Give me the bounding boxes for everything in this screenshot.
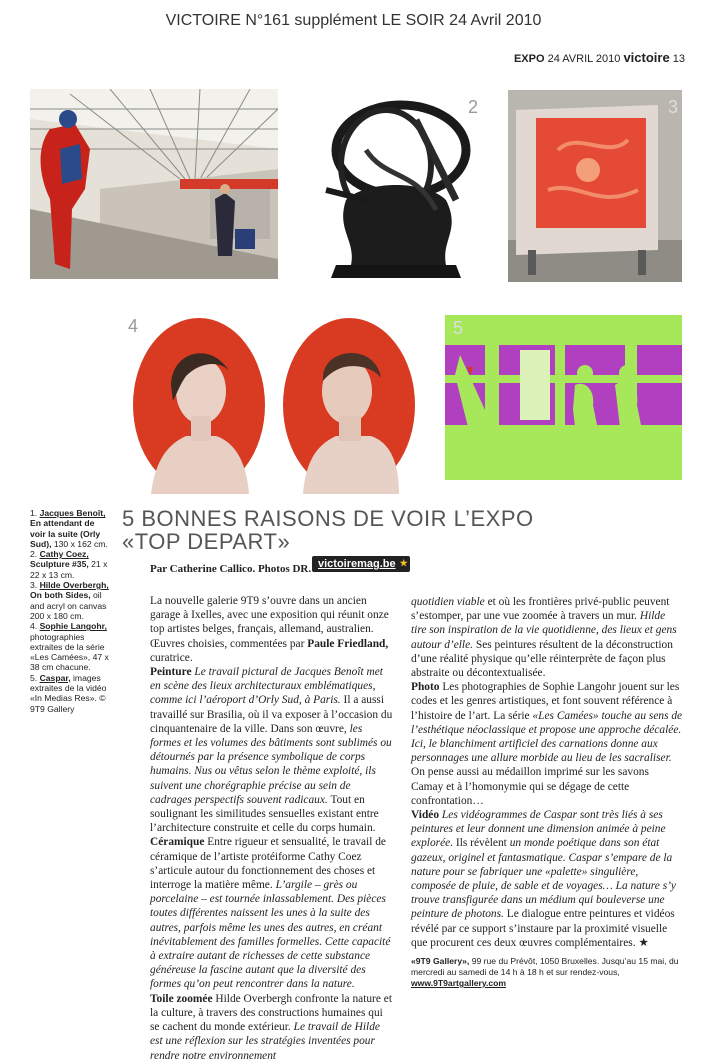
folio-page: 13 [672,53,685,65]
zoom-canvas-continued: quotidien viable et où les frontières privé-public peuvent s’estomper, par une vue zoomée à travers un mur. Hilde tire son inspiration de la vie quotidienne, des lieux et gens autour d’elle. Ses peintures résultent de la déconstruction d’une réalité physique qu’elle réinterprète de façon plus abstraite ou décontextualisée. [411,596,677,680]
photo-3-red-painting [508,90,682,282]
star-icon: ★ [399,558,408,568]
ceramic-paragraph: Céramique Entre rigueur et sensualité, le travail de céramique de l’artiste protéiforme Cathy Coez s’articule autour du fonctionnement des choses et interroge la matière même. L’argile – grès ou porcelaine – est tournée inlassablement. Des pièces toutes différentes naissent les unes à la suite des autres, parfois même les unes des autres, en créant inévitablement des familles formelles. Cette capacité à extraire autant de richesses de cette substance généreuse la fascine autant que la diversité des formes qu’on peut rencontrer dans la nature. [150,836,391,991]
website-link[interactable]: victoiremag.be [318,558,396,570]
end-star-icon: ★ [638,936,649,949]
figure-number-4: 4 [128,316,139,336]
gallery-contact: «9T9 Gallery», 99 rue du Prévôt, 1050 Bruxelles. Jusqu’au 15 mai, du mercredi au samedi de 14 h à 18 h et sur rendez-vous, www.9T9artgallery.com [411,956,679,989]
caption-2: 2. Cathy Coez, Sculpture #35, 21 x 22 x 13 cm. [30,549,108,580]
issue-header: VICTOIRE N°161 supplément LE SOIR 24 Avril 2010 [165,12,542,29]
byline: Par Catherine Callico. Photos DR. [150,563,312,575]
video-paragraph: Vidéo Les vidéogrammes de Caspar sont très liés à ses peintures et leur donnent une dimension animée à peine explorée. Ils révèlent un monde poétique dans son état gazeux, originel et fantasmatique. Caspar s’empare de la nature pour se fabriquer une «palette» singulière, composée de pluie, de sable et de voyages… La nature s’y trouve transfigurée dans un médium qui bouleverse une peinture de photons. Le dialogue entre peintures et vidéos révélé par ce support s’instaure par la proximité visuelle que procurent ces deux œuvres complémentaires. ★ [411,809,676,949]
caption-1: 1. Jacques Benoît, En attendant de voir la suite (Orly Sud), 130 x 162 cm. [30,508,108,549]
headline-line-1: 5 BONNES RAISONS DE VOIR L’EXPO [122,506,534,531]
article-column-2 [411,595,683,989]
zoom-canvas-paragraph: Toile zoomée Hilde Overbergh confronte la nature et la culture, à travers des constructions humaines qui se cachent du monde extérieur. Le travail de Hilde est une réflexion sur les stratégies inventées pour rendre notre environnement [150,992,392,1062]
headline-line-2: «TOP DEPART» [122,529,291,554]
intro-paragraph: La nouvelle galerie 9T9 s’ouvre dans un ancien garage à Ixelles, avec une exposition qui réunit onze top artistes belges, français, allemand, australien. Œuvres choisies, commentées par Paule Friedland, curatrice. [150,595,389,664]
photo-captions [30,508,112,714]
photo-paragraph: Photo Les photographies de Sophie Langohr jouent sur les codes et les genres artistiques, et font souvent référence à l’histoire de l’art. La série «Les Camées» touche au sens de l’esthétique néoclassique et propose une approche décalée. Ici, le blanchiment artificiel des carnations donne aux personnages une allure morbide au lieu de les sacraliser. On pense aussi au médaillon imprimé sur les savons Camay et à l’homonymie qui se dégage de cette confrontation… [411,681,683,807]
figure-number-2: 2 [468,97,479,117]
page-folio [514,50,685,65]
painting-paragraph: Peinture Le travail pictural de Jacques Benoît met en scène des lieux architecturaux emblématiques, comme ici l’aéroport d’Orly Sud, à Paris. Il a aussi travaillé sur Brasilia, où il va exposer à l’occasion du cinquantenaire de la ville. Dans son œuvre, les formes et les volumes des bâtiments sont sublimés ou détournés par la présence symbolique de corps humains. Nus ou vêtus selon le thème exploité, ils suivent une chorégraphie précise au sein de cadrages perspectifs souvent radicaux. Tout en soulignant les similitudes sensuelles existant entre l’architecture construite et celle du corps humain. [150,666,393,835]
photo-1-airport-painting [30,89,278,279]
photo-5-video-still [445,315,682,480]
caption-4: 4. Sophie Langohr, photographies extraites de la série «Les Camées», 47 x 38 cm chacune. [30,621,109,673]
folio-brand: victoire [623,50,670,65]
caption-5: 5. Caspar, images extraites de la vidéo «In Medias Res». © 9T9 Gallery [30,672,107,714]
photo-4-portrait-man [281,316,418,494]
figure-number-5: 5 [453,318,464,338]
website-badge[interactable] [312,556,410,572]
caption-3: 3. Hilde Overbergh, On both Sides, oil and acryl on canvas 200 x 180 cm. [30,580,109,621]
figure-number-3: 3 [668,97,679,117]
folio-section: EXPO [513,53,545,65]
photo-4-portrait-woman [131,316,268,494]
photo-2-ceramic-sculpture [306,90,486,290]
gallery-website-link[interactable]: www.9T9artgallery.com [411,978,507,989]
folio-date: 24 AVRIL 2010 [547,53,621,65]
article-column-1 [150,594,395,1063]
article-headline [122,507,602,553]
